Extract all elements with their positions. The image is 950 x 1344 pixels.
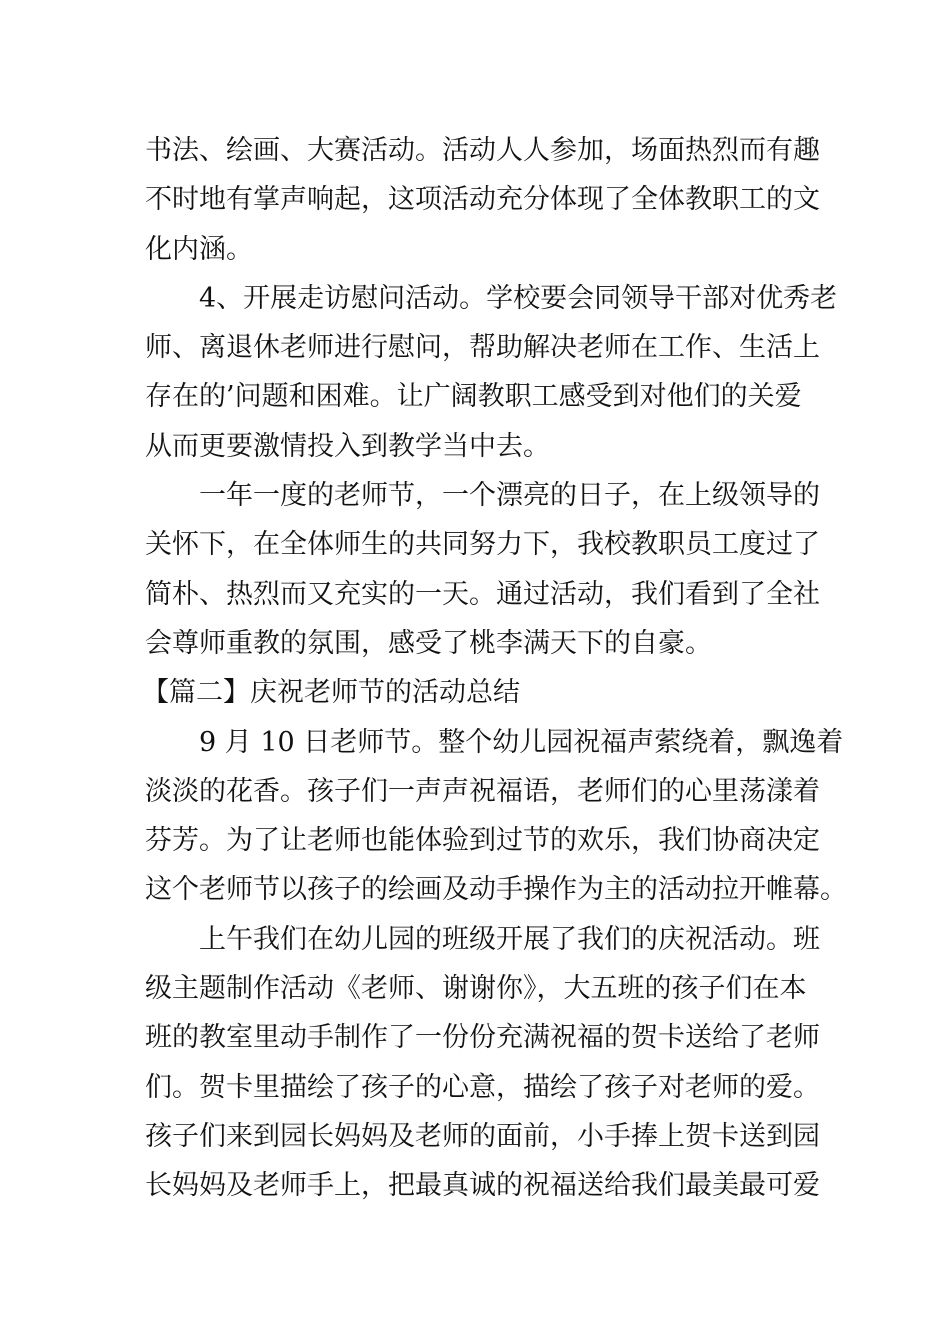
text-line: 孩子们来到园长妈妈及老师的面前，小手捧上贺卡送到园 <box>145 1120 820 1152</box>
text-line: 会尊师重教的氛围，感受了桃李满天下的自豪。 <box>145 627 712 659</box>
paragraph-conclusion <box>145 471 820 668</box>
paragraph-teachers-day <box>145 718 847 915</box>
text-line: 长妈妈及老师手上，把最真诚的祝福送给我们最美最可爱 <box>145 1170 820 1202</box>
text-line: 们。贺卡里描绘了孩子的心意，描绘了孩子对老师的爱。 <box>145 1071 820 1103</box>
paragraph-continuation <box>145 126 820 274</box>
text-line: 关怀下，在全体师生的共同努力下，我校教职员工度过了 <box>145 529 820 561</box>
text-line: 这个老师节以孩子的绘画及动手操作为主的活动拉开帷幕。 <box>145 874 847 906</box>
text-line: 化内涵。 <box>145 233 253 265</box>
text-line: 简朴、热烈而又充实的一天。通过活动，我们看到了全社 <box>145 578 820 610</box>
text-line: 班的教室里动手制作了一份份充满祝福的贺卡送给了老师 <box>145 1022 820 1054</box>
text-line: 师、离退休老师进行慰问，帮助解决老师在工作、生活上 <box>145 332 820 364</box>
paragraph-morning-celebration <box>145 915 820 1211</box>
text-line: 4、开展走访慰问活动。学校要会同领导干部对优秀老 <box>199 282 838 314</box>
text-line: 书法、绘画、大赛活动。活动人人参加，场面热烈而有趣 <box>145 135 820 166</box>
text-line: 存在的’问题和困难。让广阔教职工感受到对他们的关爱 <box>145 381 802 413</box>
text-line: 9 月 10 日老师节。整个幼儿园祝福声萦绕着，飘逸着 <box>199 726 844 758</box>
paragraph-visit-activity <box>145 274 838 471</box>
text-line: 上午我们在幼儿园的班级开展了我们的庆祝活动。班 <box>199 923 820 955</box>
text-line: 级主题制作活动《老师、谢谢你》，大五班的孩子们在本 <box>145 973 807 1005</box>
text-line: 一年一度的老师节，一个漂亮的日子，在上级领导的 <box>199 480 820 512</box>
heading-line: 【篇二】庆祝老师节的活动总结 <box>142 677 520 709</box>
text-line: 淡淡的花香。孩子们一声声祝福语，老师们的心里荡漾着 <box>145 775 820 807</box>
section-heading <box>142 668 810 717</box>
text-line: 从而更要激情投入到教学当中去。 <box>145 430 550 462</box>
text-line: 芬芳。为了让老师也能体验到过节的欢乐，我们协商决定 <box>145 825 820 857</box>
document-body <box>142 126 847 1211</box>
text-line: 不时地有掌声响起，这项活动充分体现了全体教职工的文 <box>145 184 820 216</box>
